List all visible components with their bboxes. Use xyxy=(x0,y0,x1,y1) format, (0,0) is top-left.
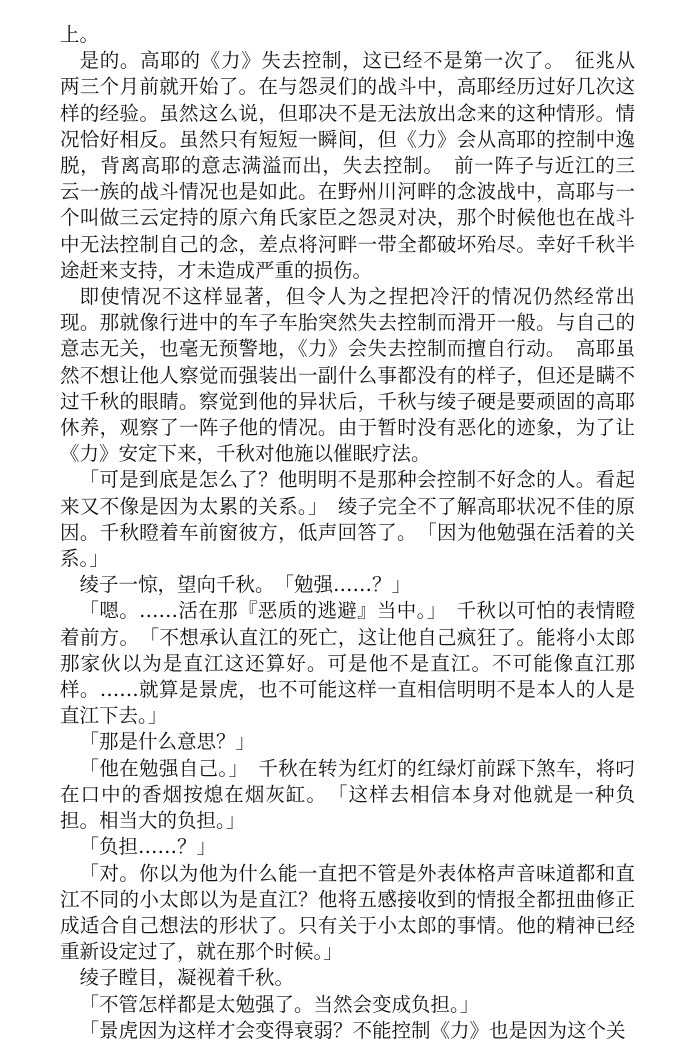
paragraph: 「那是什么意思？」 xyxy=(79,730,256,754)
paragraph: 上。 xyxy=(60,23,100,46)
paragraph: 「景虎因为这样才会变得衰弱？不能控制《力》也是因为这个关 xyxy=(79,1018,626,1042)
paragraph: 「对。你以为他为什么能一直把不管是外表体格声音味道都和直江不同的小太郎以为是直江？他将五感接收到的情报全都扭曲修正成适合自己想法的形状了。只有关于小太郎的事情。他的精神已经重新设定过了，就在那个时候。」 xyxy=(60,861,635,964)
paragraph: 即使情况不这样显著，但令人为之捏把冷汗的情况仍然经常出现。那就像行进中的车子车胎突然失去控制而滑开一般。与自己的意志无关，也毫无预警地，《力》会失去控制而擅自行动。 高耶虽然不想让他人察觉而强装出一副什么事都没有的样子，但还是瞒不过千秋的眼睛。察觉到他的异状后，千秋与绫子硬是要顽固的高耶休养，观察了一阵子他的情况。由于暂时没有恶化的迹象，为了让《力》安定下来，千秋对他施以催眠疗法。 xyxy=(60,285,635,466)
paragraph: 绫子一惊，望向千秋。 「勉强……？」 xyxy=(79,573,412,597)
paragraph: 「可是到底是怎么了？他明明不是那种会控制不好念的人。看起来又不像是因为太累的关系。」 绫子完全不了解高耶状况不佳的原因。千秋瞪着车前窗彼方，低声回答了。 「因为他勉强在活着的关系。」 xyxy=(60,468,635,571)
paragraph: 是的。高耶的《力》失去控制，这已经不是第一次了。 征兆从两三个月前就开始了。在与怨灵们的战斗中，高耶经历过好几次这样的经验。虽然这么说，但耶决不是无法放出念来的这种情形。情况恰好相反。虽然只有短短一瞬间，但《力》会从高耶的控制中逸脱，背离高耶的意志满溢而出，失去控制。 前一阵子与近江的三云一族的战斗情况也是如此。在野州川河畔的念波战中，高耶与一个叫做三云定持的原六角氏家臣之怨灵对决，那个时候他也在战斗中无法控制自己的念，差点将河畔一带全都破坏殆尽。幸好千秋半途赶来支持，才未造成严重的损伤。 xyxy=(60,49,635,282)
paragraph: 「嗯。……活在那『恶质的逃避』当中。」 千秋以可怕的表情瞪着前方。 「不想承认直江的死亡，这让他自己疯狂了。能将小太郎那家伙以为是直江这还算好。可是他不是直江。不可能像直江那样。……就算是景虎，也不可能这样一直相信明明不是本人的人是直江下去。」 xyxy=(60,599,635,728)
paragraph: 绫子瞠目，凝视着千秋。 xyxy=(79,966,295,990)
paragraph: 「不管怎样都是太勉强了。当然会变成负担。」 xyxy=(79,992,480,1016)
paragraph: 「负担……？」 xyxy=(79,835,217,859)
paragraph: 「他在勉强自己。」 千秋在转为红灯的红绿灯前踩下煞车，将叼在口中的香烟按熄在烟灰缸。 「这样去相信本身对他就是一种负担。相当大的负担。」 xyxy=(60,756,635,833)
body-text xyxy=(60,22,635,1044)
